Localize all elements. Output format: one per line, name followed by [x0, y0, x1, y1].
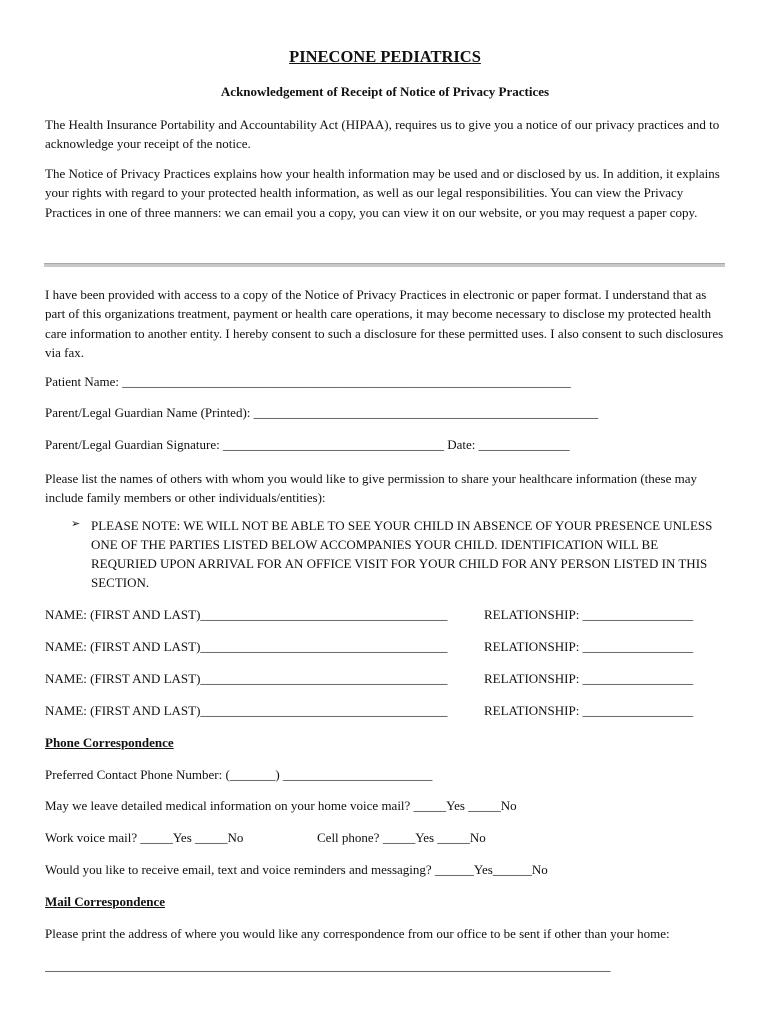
relationship-field[interactable]: RELATIONSHIP: _________________	[484, 703, 694, 718]
authorized-name-field[interactable]: NAME: (FIRST AND LAST)______________________________________	[45, 671, 448, 686]
arrow-bullet-icon: ➢	[71, 518, 81, 530]
hipaa-intro-paragraph: The Health Insurance Portability and Accountability Act (HIPAA), requires us to give you a notice of our privacy practices and to acknowledge your receipt of the notice.	[45, 117, 720, 152]
reminders-question[interactable]: Would you like to receive email, text and voice reminders and messaging? ______Yes______No	[45, 862, 548, 877]
relationship-field[interactable]: RELATIONSHIP: _________________	[484, 671, 694, 686]
consent-paragraph: I have been provided with access to a copy of the Notice of Privacy Practices in electronic or paper format. I understand that as part of this organizations treatment, payment or health care operations, it may become necessary to disclose my protected health care information to another entity. I hereby consent to such a disclosure for these permitted uses. I also consent to such disclosures via fax.	[45, 287, 724, 360]
guardian-name-field[interactable]: Parent/Legal Guardian Name (Printed): _____________________________________________________	[45, 405, 599, 420]
section-divider	[44, 263, 725, 267]
relationship-field[interactable]: RELATIONSHIP: _________________	[484, 639, 694, 654]
form-subtitle: Acknowledgement of Receipt of Notice of Privacy Practices	[220, 84, 550, 99]
mail-address-field[interactable]: _______________________________________________________________________________________	[45, 958, 611, 973]
privacy-practices-paragraph: The Notice of Privacy Practices explains how your health information may be used and or disclosed by us. In addition, it explains your rights with regard to your protected health information, as well as our legal responsibilities. You can view the Privacy Practices in one of three manners: we can email you a copy, you can view it on our website, or you may request a paper copy.	[45, 166, 720, 220]
work-voicemail-question[interactable]: Work voice mail? _____Yes _____No	[45, 830, 244, 845]
cell-phone-question[interactable]: Cell phone? _____Yes _____No	[317, 830, 486, 845]
guardian-signature-field[interactable]: Parent/Legal Guardian Signature: __________________________________ Date: ______________	[45, 437, 570, 452]
relationship-field[interactable]: RELATIONSHIP: _________________	[484, 607, 694, 622]
authorized-name-field[interactable]: NAME: (FIRST AND LAST)______________________________________	[45, 607, 448, 622]
phone-correspondence-heading: Phone Correspondence	[45, 735, 174, 750]
patient-name-field[interactable]: Patient Name: _____________________________________________________________________	[45, 374, 571, 389]
mail-address-instruction: Please print the address of where you would like any correspondence from our office to be sent if other than your home:	[45, 926, 670, 941]
please-note-text: PLEASE NOTE: WE WILL NOT BE ABLE TO SEE YOUR CHILD IN ABSENCE OF YOUR PRESENCE UNLESS ONE OF THE PARTIES LISTED BELOW ACCOMPANIES YOUR CHILD. IDENTIFICATION WILL BE REQURIED UPON ARRIVAL FOR AN OFFICE VISIT FOR YOUR CHILD FOR ANY PERSON LISTED IN THIS SECTION.	[91, 518, 713, 590]
mail-correspondence-heading: Mail Correspondence	[45, 894, 165, 909]
permission-instructions: Please list the names of others with whom you would like to give permission to share your healthcare information (these may include family members or other individuals/entities):	[45, 471, 698, 506]
page-title: PINECONE PEDIATRICS	[289, 47, 481, 66]
authorized-name-field[interactable]: NAME: (FIRST AND LAST)______________________________________	[45, 703, 448, 718]
authorized-name-field[interactable]: NAME: (FIRST AND LAST)______________________________________	[45, 639, 448, 654]
home-voicemail-question[interactable]: May we leave detailed medical information on your home voice mail? _____Yes _____No	[45, 798, 517, 813]
preferred-phone-field[interactable]: Preferred Contact Phone Number: (_______) _______________________	[45, 767, 433, 782]
